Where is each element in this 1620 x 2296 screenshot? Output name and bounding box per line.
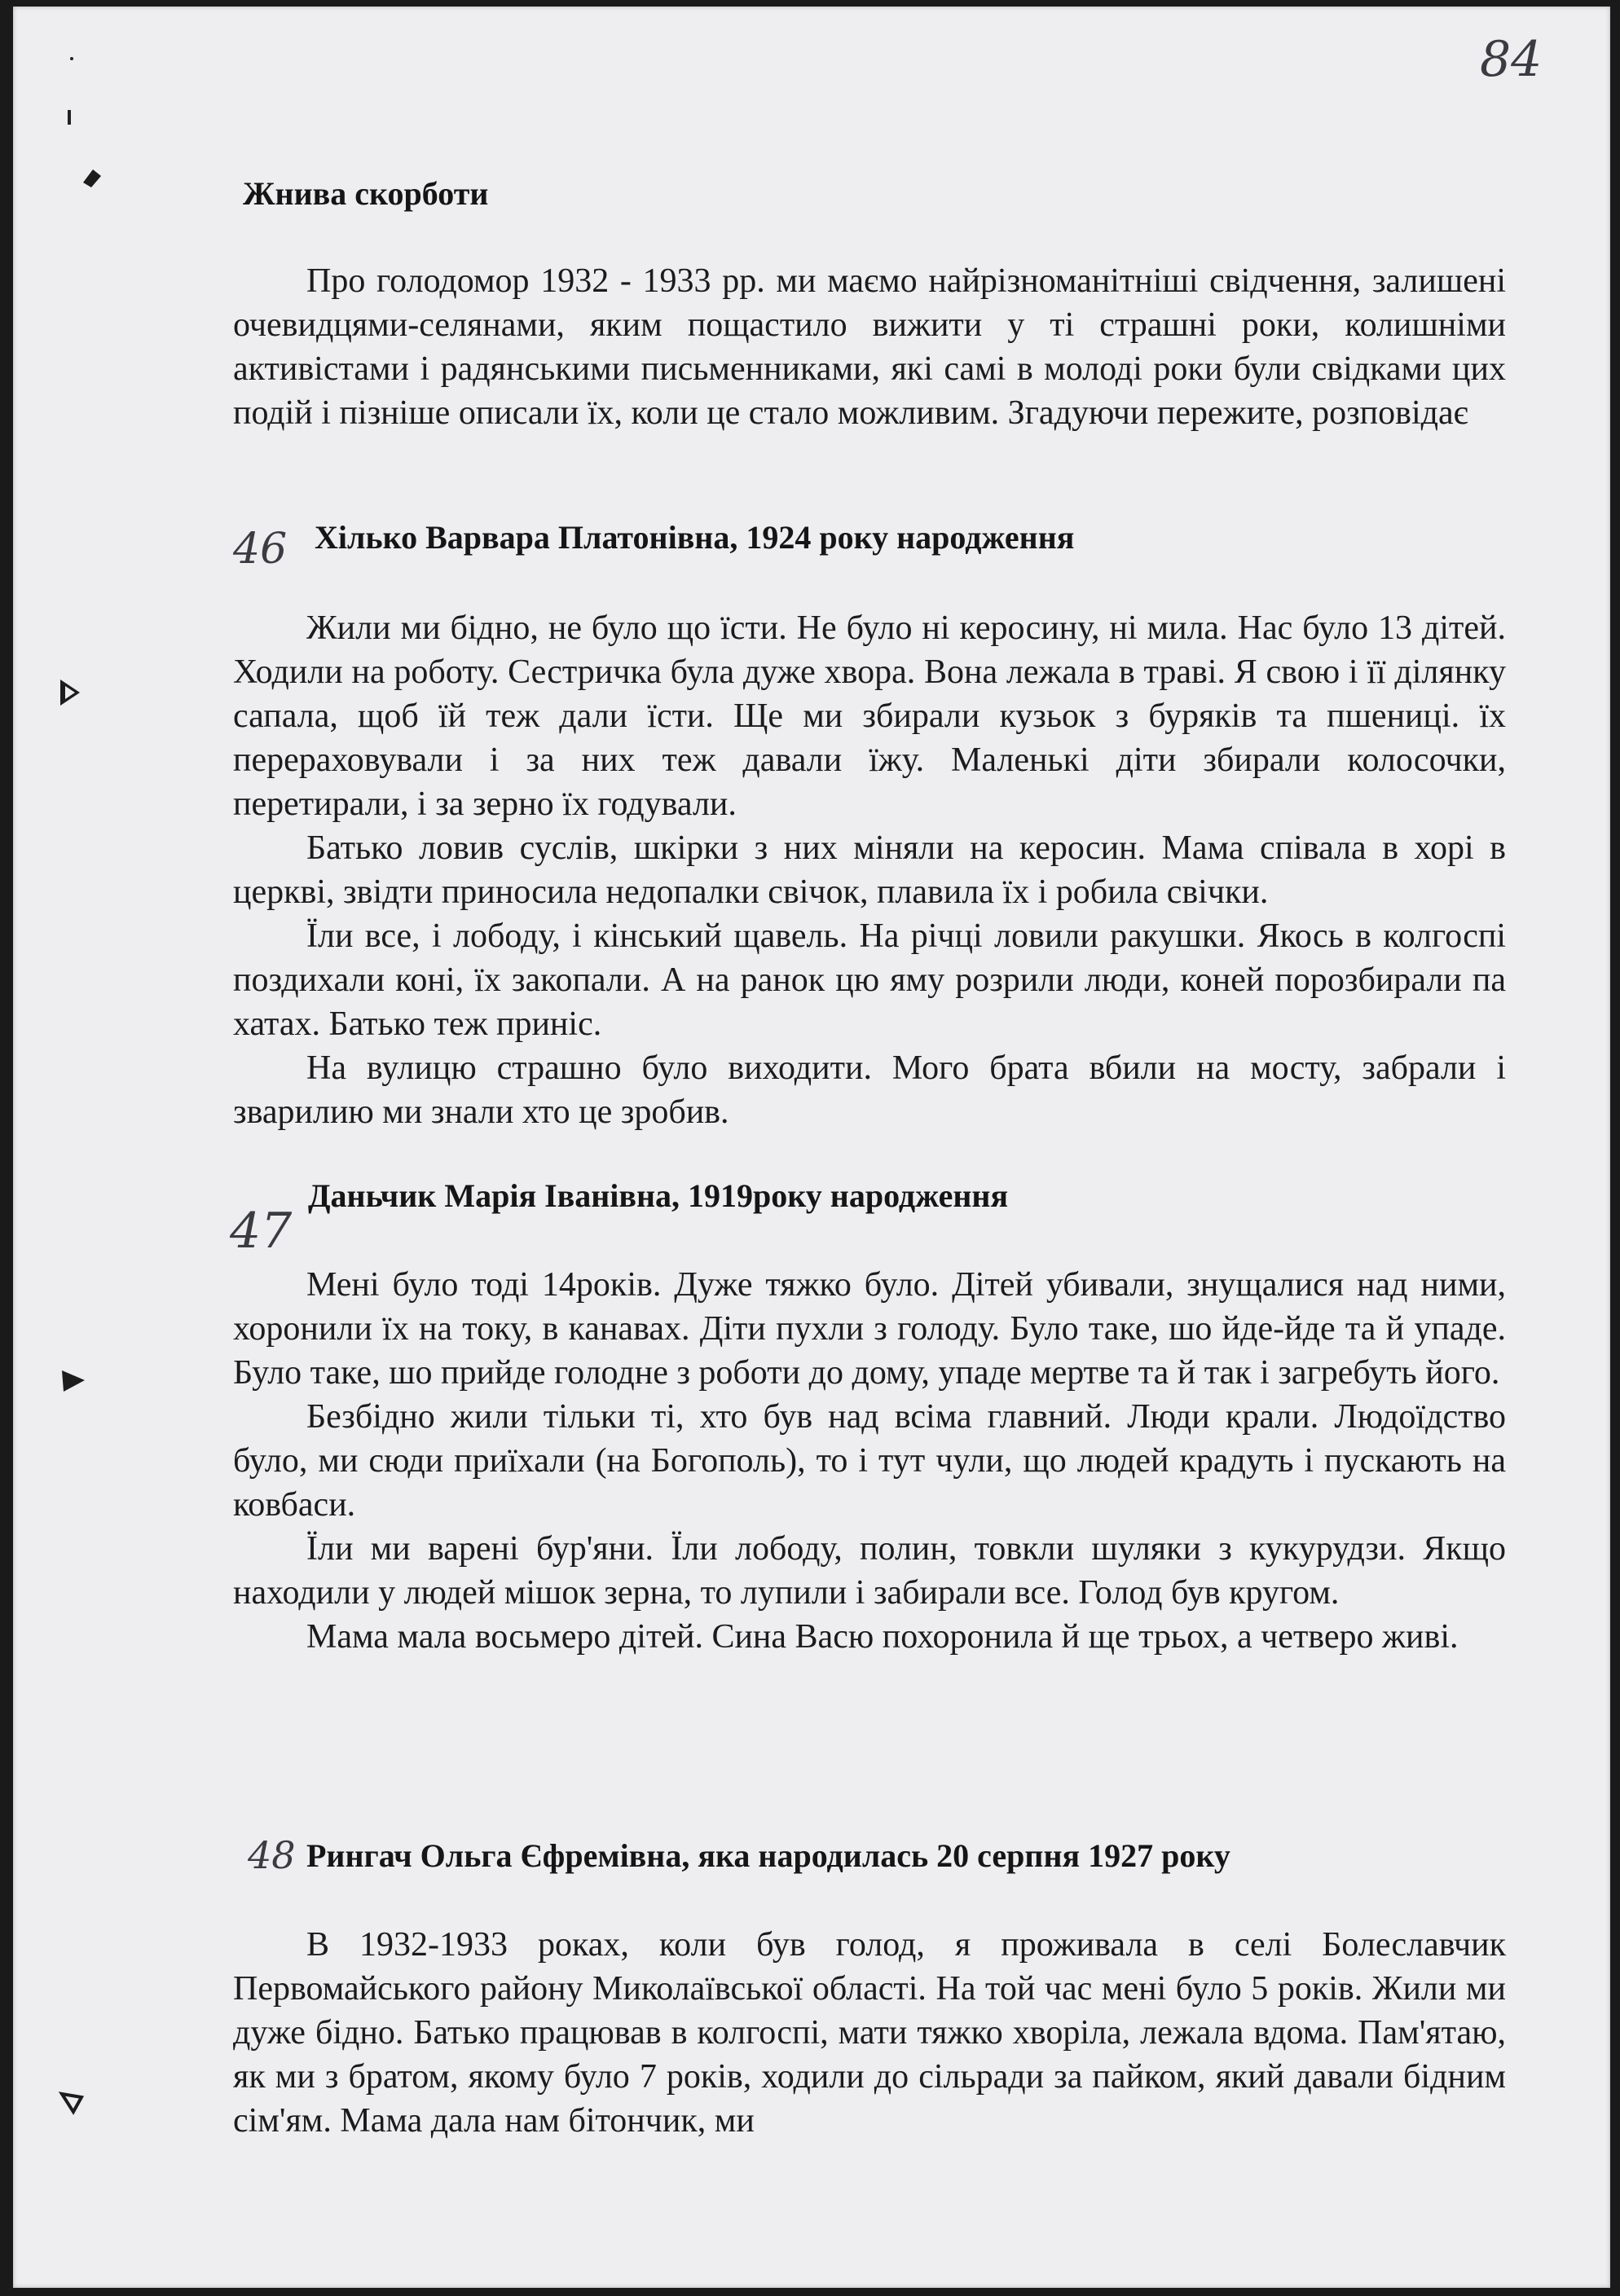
testimony-3-paragraph-1: В 1932-1933 роках, коли був голод, я проживала в селі Болеславчик Первомайського району Миколаївської області. На той час мені було 5 років. Жили ми дуже бідно. Батько працював в колгоспі, мати тяжко хворіла, лежала вдома. Пам'ятаю, як ми з братом, якому було 7 років, ходили до сільради за пайком, який давали бідним сім'ям. Мама дала нам бітончик, ми [233, 1926, 1506, 2140]
handwritten-page-number: 84 [1480, 31, 1543, 88]
binder-hole [80, 166, 104, 191]
testimony-2-paragraph-4: Мама мала восьмеро дітей. Сина Васю похоронила й ще трьох, а четверо живі. [306, 1618, 1459, 1656]
testimony-2-paragraph-1: Мені було тоді 14років. Дуже тяжко було. Дітей убивали, знущалися над ними, хоронили їх на току, в канавах. Діти пухли з голоду. Було таке, шо йде-йде та й упаде. Було таке, шо прийде голодне з роботи до дому, упаде мертве та й так і загребуть його. [233, 1266, 1506, 1392]
marginal-note-2: 47 [230, 1203, 293, 1260]
binder-mark [65, 108, 73, 128]
testimony-heading-2: Даньчик Марія Іванівна, 1919року народження [308, 1177, 1009, 1214]
document-title: Жнива скорботи [243, 175, 489, 212]
testimony-body-3 [233, 1923, 1506, 2143]
marginal-note-1: 46 [233, 525, 288, 574]
testimony-body-1 [233, 606, 1506, 1134]
testimony-heading-1: Хілько Варвара Платонівна, 1924 року народження [315, 519, 1075, 556]
intro-block [233, 259, 1506, 435]
testimony-1-paragraph-4: На вулицю страшно було виходити. Мого брата вбили на мосту, забрали і зварилию ми знали хто це зробив. [233, 1049, 1506, 1131]
testimony-2-paragraph-2: Безбідно жили тільки ті, хто був над всіма главний. Люди крали. Людоїдство було, ми сюди приїхали (на Богополь), то і тут чули, що людей крадуть і пускають на ковбаси. [233, 1398, 1506, 1524]
intro-paragraph: Про голодомор 1932 - 1933 рр. ми маємо найрізноманітніші свідчення, залишені очевидцями-селянами, яким пощастило вижити у ті страшні роки, колишніми активістами і радянськими письменниками, які самі в молоді роки були свідками цих подій і пізніше описали їх, коли це стало можливим. Згадуючи пережите, розповідає [233, 262, 1506, 432]
testimony-heading-3: Рингач Ольга Єфремівна, яка народилась 20 серпня 1927 року [306, 1837, 1230, 1874]
testimony-1-paragraph-1: Жили ми бідно, не було що їсти. Не було ні керосину, ні мила. Нас було 13 дітей. Ходили на роботу. Сестричка була дуже хвора. Вона лежала в траві. Я свою і її ділянку сапала, щоб їй теж дали їсти. Ще ми збирали кузьок з буряків та пшениці. їх перераховували і за них теж давали їжу. Маленькі діти збирали колосочки, перетирали, і за зерно їх годували. [233, 609, 1506, 823]
binder-mark [68, 55, 75, 62]
binder-hole [55, 676, 83, 709]
testimony-1-paragraph-2: Батько ловив суслів, шкірки з них міняли на керосин. Мама співала в хорі в церкві, звідти приносила недопалки свічок, плавила їх і робила свічки. [233, 829, 1506, 911]
testimony-1-paragraph-3: Їли все, і лободу, і кінський щавель. На річці ловили ракушки. Якось в колгоспі поздихали коні, їх закопали. А на ранок цю яму розрили люди, коней порозбирали па хатах. Батько теж приніс. [233, 917, 1506, 1043]
marginal-note-3: 48 [248, 1833, 296, 1877]
document-page [13, 7, 1610, 2288]
binder-hole [59, 1366, 88, 1395]
binder-hole [59, 2089, 85, 2115]
testimony-2-paragraph-3: Їли ми варені бур'яни. Їли лободу, полин, товкли шуляки з кукурудзи. Якщо находили у людей мішок зерна, то лупили і забирали все. Голод був кругом. [233, 1530, 1506, 1612]
testimony-body-2 [233, 1263, 1506, 1659]
